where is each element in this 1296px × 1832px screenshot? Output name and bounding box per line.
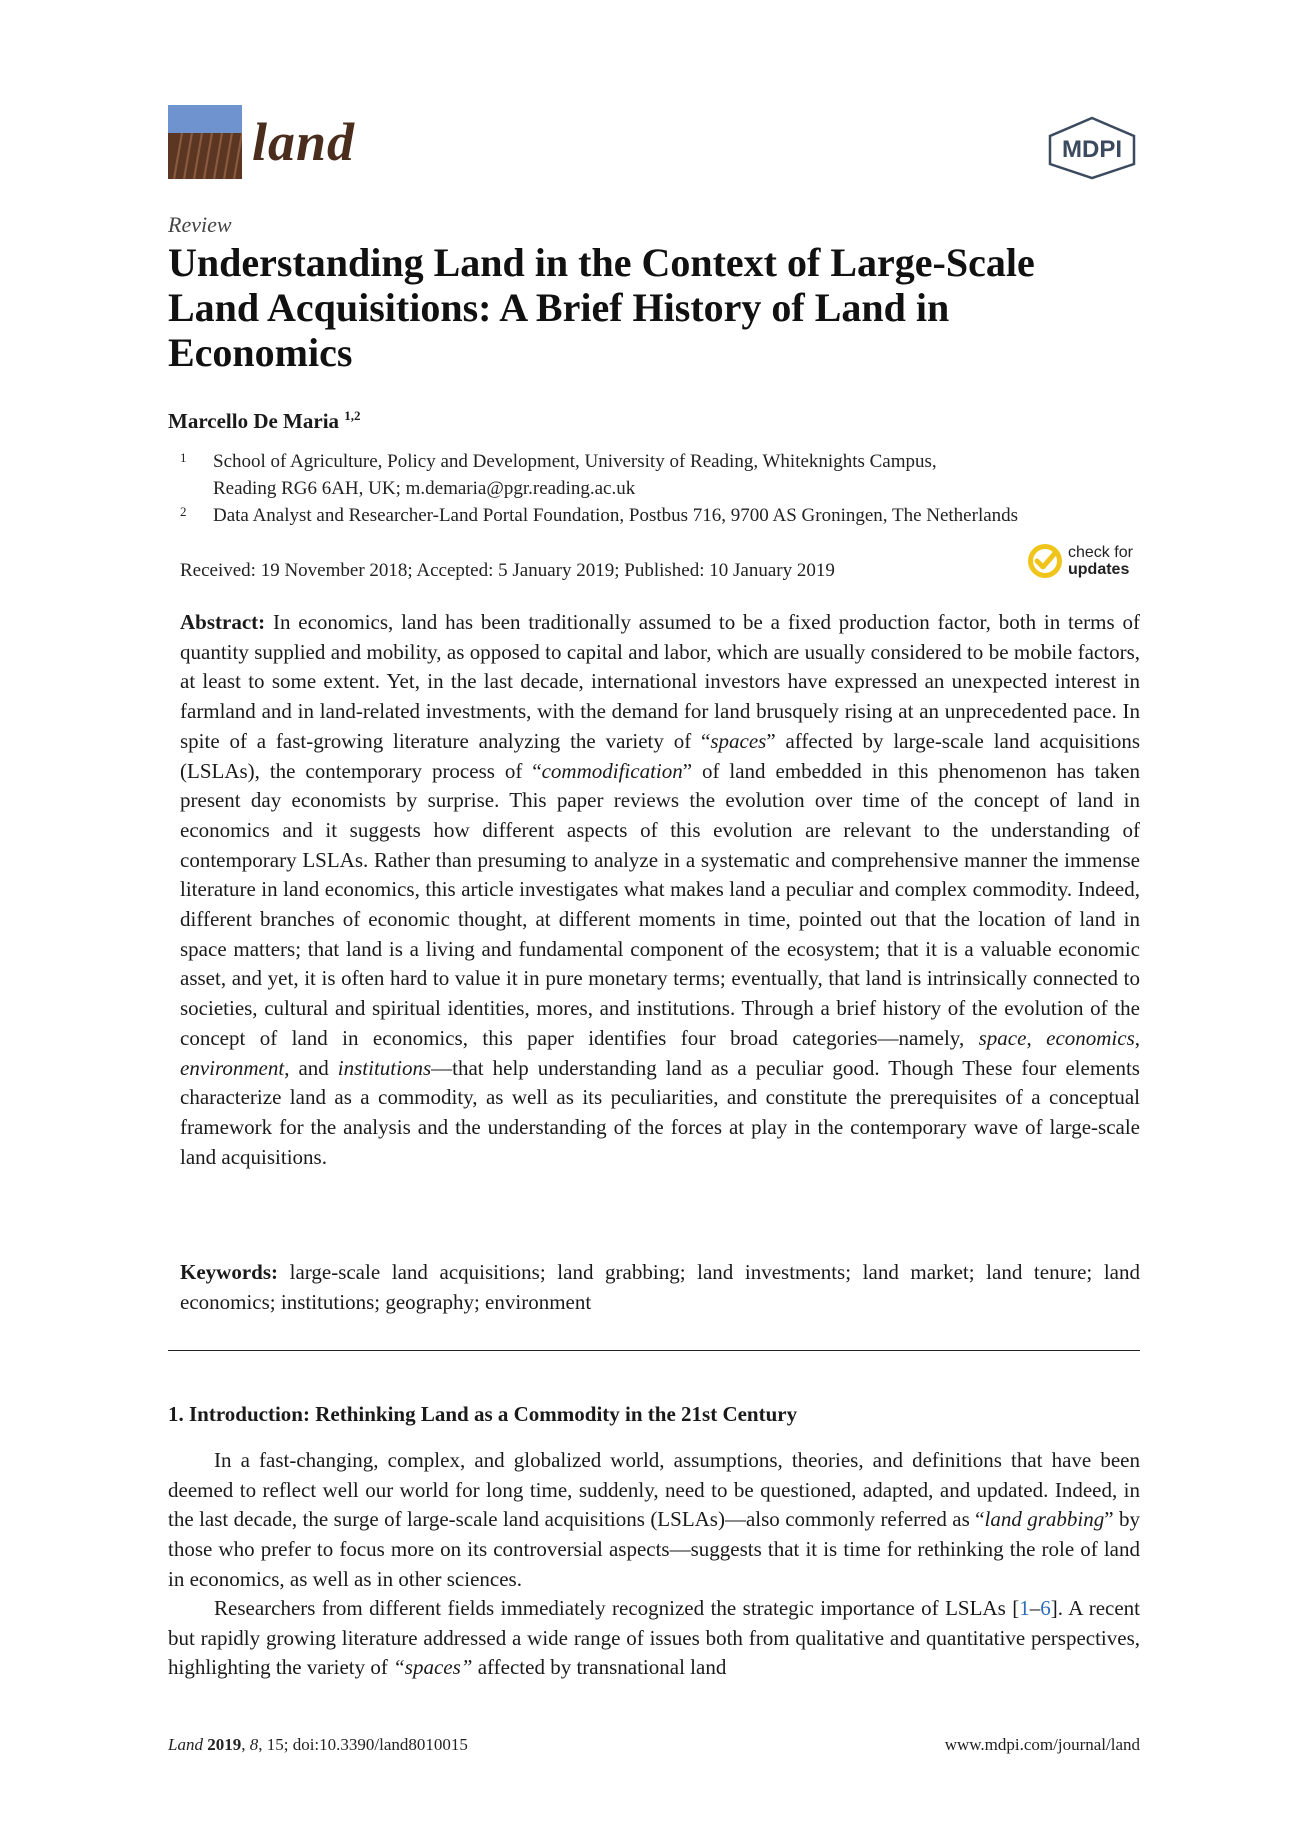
publisher-name: MDPI	[1062, 136, 1122, 163]
field-logo-icon	[168, 105, 242, 179]
mdpi-logo-icon	[1044, 116, 1140, 180]
body-paragraph-2: Researchers from different fields immediately recognized the strategic importance of LSLAs [1–6]. A recent but rapidly growing literature addressed a wide range of issues both from qualitative and quantitative perspectives, highlighting the variety of “spaces” affected by transnational land	[168, 1596, 1140, 1680]
paper-title: Understanding Land in the Context of Large-Scale Land Acquisitions: A Brief History of Land in Economics	[168, 240, 1035, 375]
footer-journal-url[interactable]: www.mdpi.com/journal/land	[944, 1735, 1140, 1754]
check-updates-line2: updates	[1068, 561, 1130, 578]
keywords-label: Keywords:	[180, 1260, 278, 1284]
check-for-updates-badge[interactable]	[1026, 542, 1133, 580]
abstract: Abstract: In economics, land has been traditionally assumed to be a fixed production factor, both in terms of quantity supplied and mobility, as opposed to capital and labor, which are usually considered to be mobile factors, at least to some extent. Yet, in the last decade, international investors have expressed an unexpected interest in farmland and in land-related investments, with the demand for land brusquely rising at an unprecedented pace. In spite of a fast-growing literature analyzing the variety of “spaces” affected by large-scale land acquisitions (LSLAs), the contemporary process of “commodification” of land embedded in this phenomenon has taken present day economists by surprise. This paper reviews the evolution over time of the concept of land in economics and it suggests how different aspects of this evolution are relevant to the understanding of contemporary LSLAs. Rather than presuming to analyze in a systematic and comprehensive manner the immense literature in land economics, this article investigates what makes land a peculiar and complex commodity. Indeed, different branches of economic thought, at different moments in time, pointed out that the location of land in space matters; that land is a living and fundamental component of the ecosystem; that it is a valuable economic asset, and yet, it is often hard to value it in pure monetary terms; eventually, that land is intrinsically connected to societies, cultural and spiritual identities, mores, and institutions. Through a brief history of the evolution of the concept of land in economics, this paper identifies four broad categories—namely, space, economics, environment, and institutions—that help understanding land as a peculiar good. Though These four elements characterize land as a commodity, as well as its peculiarities, and constitute the prerequisites of a conceptual framework for the analysis and the understanding of the forces at play in the contemporary wave of large-scale land acquisitions.	[180, 610, 1141, 1169]
author-line	[168, 408, 361, 434]
publication-dates: Received: 19 November 2018; Accepted: 5 January 2019; Published: 10 January 2019	[180, 560, 835, 581]
body-paragraph-1: In a fast-changing, complex, and globalized world, assumptions, theories, and definitions that have been deemed to reflect well our world for long time, suddenly, need to be questioned, adapted, and updated. Indeed, in the last decade, the surge of large-scale land acquisitions (LSLAs)—also commonly referred as “land grabbing” by those who prefer to focus more on its controversial aspects—suggests that it is time for rethinking the role of land in economics, as well as in other sciences.	[168, 1448, 1140, 1591]
keywords: Keywords: large-scale land acquisitions; land grabbing; land investments; land market; land tenure; land economics; institutions; geography; environment	[180, 1260, 1140, 1314]
journal-logo[interactable]	[168, 105, 355, 179]
mdpi-logo[interactable]	[1044, 116, 1140, 180]
journal-name: land	[252, 112, 356, 172]
check-updates-line1: check for	[1068, 544, 1133, 561]
affiliation-text: School of Agriculture, Policy and Development, University of Reading, Whiteknights Campus, Reading RG6 6AH, UK; m.demaria@pgr.reading.ac.uk	[213, 451, 937, 499]
section-heading: 1. Introduction: Rethinking Land as a Commodity in the 21st Century	[168, 1402, 798, 1426]
author-affiliation-marks: 1,2	[344, 408, 361, 423]
footer-citation: Land 2019, 8, 15; doi:10.3390/land8010015	[168, 1735, 468, 1754]
author-name[interactable]: Marcello De Maria	[168, 409, 340, 433]
affiliation-number: 2	[180, 504, 187, 519]
abstract-label: Abstract:	[180, 610, 266, 634]
affiliation-text: Data Analyst and Researcher-Land Portal Foundation, Postbus 716, 9700 AS Groningen, The Netherlands	[213, 505, 1019, 526]
citation-link-1[interactable]: 1	[1019, 1596, 1030, 1620]
article-type: Review	[168, 212, 232, 237]
section-divider	[168, 1350, 1140, 1351]
citation-link-6[interactable]: 6	[1040, 1596, 1051, 1620]
affiliation-number: 1	[180, 450, 187, 465]
check-circle-icon	[1026, 542, 1064, 580]
